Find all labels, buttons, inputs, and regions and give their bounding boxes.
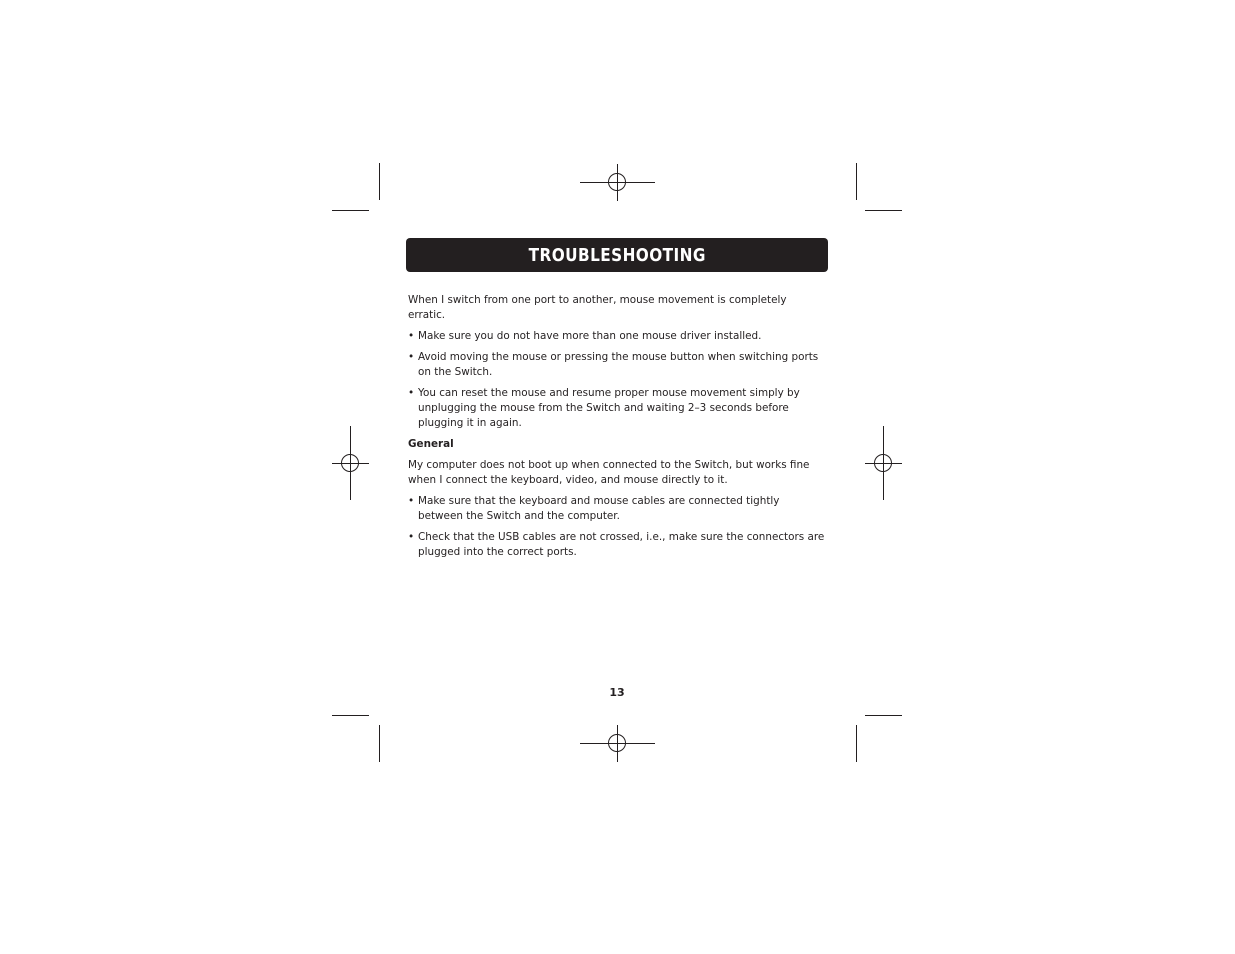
bullet-icon: • [408,495,415,507]
section-header-bar [406,238,828,272]
crop-mark-bottom-left-horizontal [332,715,369,716]
list-item-text: Avoid moving the mouse or pressing the mouse button when switching ports on the Switch. [418,351,819,378]
troubleshooting-content [408,293,826,566]
list-item [408,350,826,380]
crop-mark-bottom-left-vertical [379,725,380,762]
list-item-text: You can reset the mouse and resume proper mouse movement simply by unplugging the mouse from the Switch and waiting 2–3 seconds before plugging it in again. [418,387,800,429]
list-item [408,530,826,560]
page-title: TROUBLESHOOTING [528,244,706,266]
list-item-text: Make sure you do not have more than one mouse driver installed. [418,330,762,342]
registration-mark-right-circle [874,454,892,472]
crop-mark-bottom-right-horizontal [865,715,902,716]
bullet-icon: • [408,351,415,363]
crop-mark-top-left-vertical [379,163,380,200]
bullet-icon: • [408,387,415,399]
general-question: My computer does not boot up when connected to the Switch, but works fine when I connect the keyboard, video, and mouse directly to it. [408,459,810,486]
page-number: 13 [609,686,625,699]
crop-mark-top-right-vertical [856,163,857,200]
list-item [408,386,826,431]
registration-mark-left-circle [341,454,359,472]
registration-mark-top-circle [608,173,626,191]
bullet-icon: • [408,531,415,543]
crop-mark-top-left-horizontal [332,210,369,211]
list-item-text: Check that the USB cables are not crossed, i.e., make sure the connectors are plugged into the correct ports. [418,531,825,558]
general-heading: General [408,438,454,450]
list-item [408,329,826,344]
list-item [408,494,826,524]
crop-mark-bottom-right-vertical [856,725,857,762]
mouse-question: When I switch from one port to another, mouse movement is completely erratic. [408,294,787,321]
registration-mark-bottom-circle [608,734,626,752]
bullet-icon: • [408,330,415,342]
list-item-text: Make sure that the keyboard and mouse cables are connected tightly between the Switch and the computer. [418,495,780,522]
crop-mark-top-right-horizontal [865,210,902,211]
